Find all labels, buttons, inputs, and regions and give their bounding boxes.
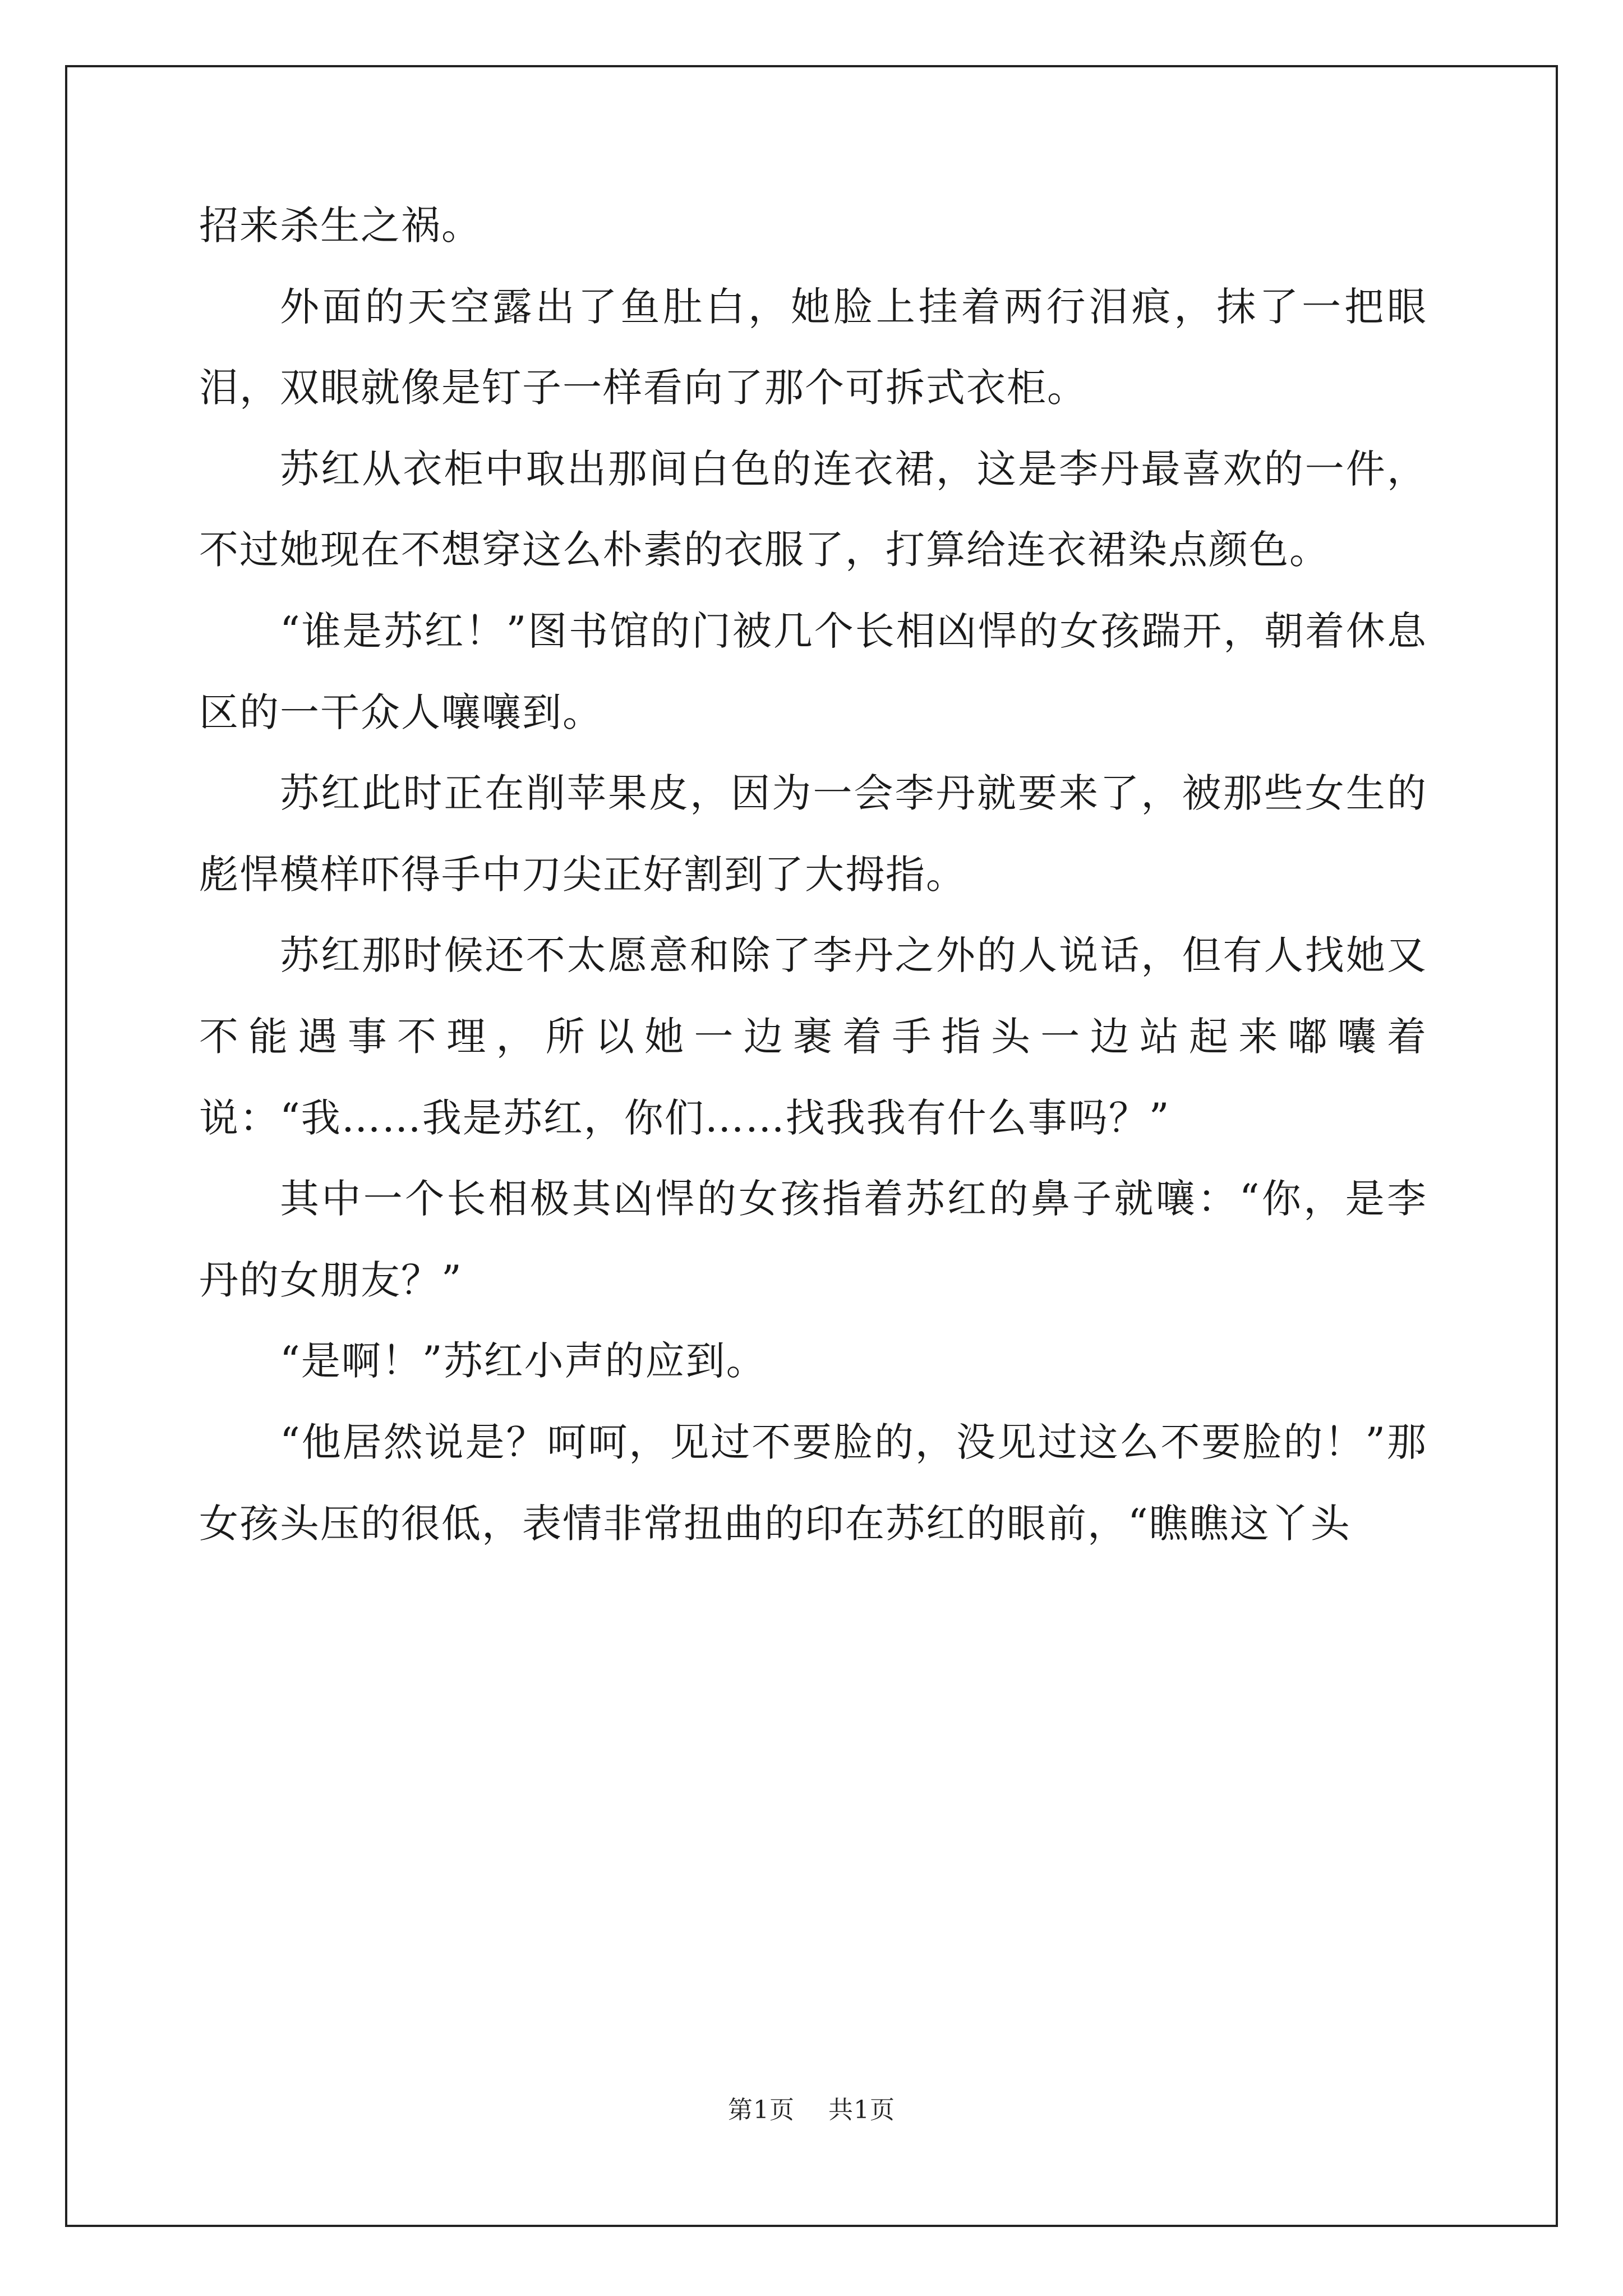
page-total: 共1页 bbox=[828, 2096, 895, 2124]
paragraph: 其中一个长相极其凶悍的女孩指着苏红的鼻子就嚷：“你，是李丹的女朋友？” bbox=[199, 1176, 1427, 1303]
page-footer bbox=[0, 2090, 1623, 2125]
document-body bbox=[199, 185, 1427, 1564]
page-number: 第1页 bbox=[728, 2096, 795, 2124]
paragraph: 苏红此时正在削苹果皮，因为一会李丹就要来了，被那些女生的彪悍模样吓得手中刀尖正好割到了大拇指。 bbox=[199, 770, 1427, 898]
paragraph: 苏红那时候还不太愿意和除了李丹之外的人说话，但有人找她又不能遇事不理，所以她一边裹着手指头一边站起来嘟囔着说：“我……我是苏红，你们……找我我有什么事吗？” bbox=[199, 932, 1427, 1141]
paragraph: “谁是苏红！”图书馆的门被几个长相凶悍的女孩踹开，朝着休息区的一干众人嚷嚷到。 bbox=[199, 608, 1427, 735]
paragraph: 外面的天空露出了鱼肚白，她脸上挂着两行泪痕，抹了一把眼泪，双眼就像是钉子一样看向了那个可拆式衣柜。 bbox=[199, 283, 1427, 411]
paragraph: 苏红从衣柜中取出那间白色的连衣裙，这是李丹最喜欢的一件，不过她现在不想穿这么朴素的衣服了，打算给连衣裙染点颜色。 bbox=[199, 445, 1427, 573]
paragraph: “他居然说是？呵呵，见过不要脸的，没见过这么不要脸的！”那女孩头压的很低，表情非常扭曲的印在苏红的眼前，“瞧瞧这丫头 bbox=[199, 1419, 1427, 1547]
paragraph: 招来杀生之祸。 bbox=[199, 203, 482, 249]
paragraph: “是啊！”苏红小声的应到。 bbox=[280, 1338, 767, 1384]
